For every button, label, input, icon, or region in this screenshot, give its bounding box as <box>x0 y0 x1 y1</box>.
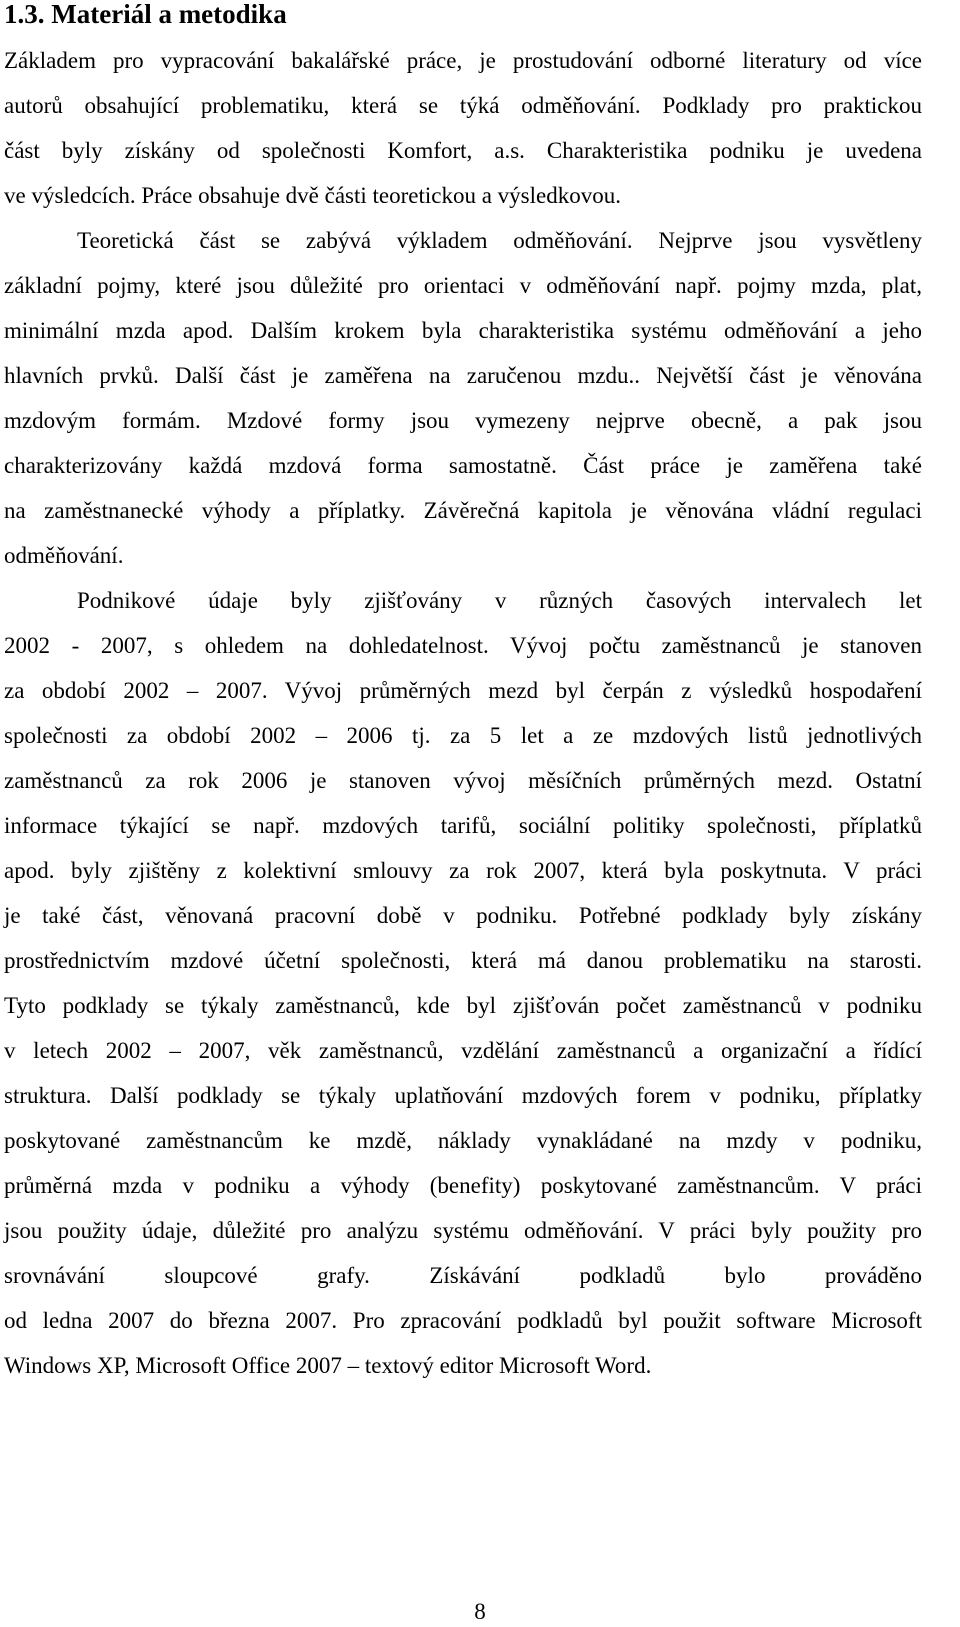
paragraph-line: Podnikové údaje byly zjišťovány v různých časových intervalech let <box>77 588 922 613</box>
paragraph-line: v letech 2002 – 2007, věk zaměstnanců, vzdělání zaměstnanců a organizační a řídící <box>4 1038 922 1063</box>
paragraph-line: poskytované zaměstnancům ke mzdě, náklady vynakládané na mzdy v podniku, <box>4 1128 922 1153</box>
paragraph-line: 2002 - 2007, s ohledem na dohledatelnost. Vývoj počtu zaměstnanců je stanoven <box>4 633 922 658</box>
paragraph-line: apod. byly zjištěny z kolektivní smlouvy za rok 2007, která byla poskytnuta. V práci <box>4 858 922 883</box>
paragraph-line: Teoretická část se zabývá výkladem odměňování. Nejprve jsou vysvětleny <box>77 228 922 253</box>
paragraph-line: Windows XP, Microsoft Office 2007 – textový editor Microsoft Word. <box>4 1353 652 1378</box>
paragraph-line: od ledna 2007 do března 2007. Pro zpracování podkladů byl použit software Microsoft <box>4 1308 922 1333</box>
paragraph-line: hlavních prvků. Další část je zaměřena na zaručenou mzdu.. Největší část je věnována <box>4 363 922 388</box>
paragraph-line: zaměstnanců za rok 2006 je stanoven vývoj měsíčních průměrných mezd. Ostatní <box>4 768 922 793</box>
paragraph-line: minimální mzda apod. Dalším krokem byla charakteristika systému odměňování a jeho <box>4 318 922 343</box>
paragraph-line: je také část, věnovaná pracovní době v podniku. Potřebné podklady byly získány <box>4 903 922 928</box>
paragraph-line: struktura. Další podklady se týkaly uplatňování mzdových forem v podniku, příplatky <box>4 1083 922 1108</box>
paragraph-line: společnosti za období 2002 – 2006 tj. za 5 let a ze mzdových listů jednotlivých <box>4 723 922 748</box>
paragraph-line: za období 2002 – 2007. Vývoj průměrných mezd byl čerpán z výsledků hospodaření <box>4 678 922 703</box>
page-number: 8 <box>474 1599 486 1624</box>
paragraph-line: Tyto podklady se týkaly zaměstnanců, kde byl zjišťován počet zaměstnanců v podniku <box>4 993 922 1018</box>
paragraph-line: informace týkající se např. mzdových tarifů, sociální politiky společnosti, příplatků <box>4 813 922 838</box>
paragraph-line: průměrná mzda v podniku a výhody (benefity) poskytované zaměstnancům. V práci <box>4 1173 922 1198</box>
paragraph-line: charakterizovány každá mzdová forma samostatně. Část práce je zaměřena také <box>4 453 922 478</box>
paragraph-line: autorů obsahující problematiku, která se týká odměňování. Podklady pro praktickou <box>4 93 922 118</box>
paragraph-line: srovnávání sloupcové grafy. Získávání podkladů bylo prováděno <box>4 1263 922 1288</box>
paragraph-line: ve výsledcích. Práce obsahuje dvě části teoretickou a výsledkovou. <box>4 183 621 208</box>
paragraph-line: mzdovým formám. Mzdové formy jsou vymezeny nejprve obecně, a pak jsou <box>4 408 922 433</box>
paragraph-line: Základem pro vypracování bakalářské práce, je prostudování odborné literatury od více <box>4 48 922 73</box>
paragraph-line: jsou použity údaje, důležité pro analýzu systému odměňování. V práci byly použity pro <box>4 1218 922 1243</box>
paragraph-line: základní pojmy, které jsou důležité pro orientaci v odměňování např. pojmy mzda, plat, <box>4 273 922 298</box>
paragraph-line: prostřednictvím mzdové účetní společnosti, která má danou problematiku na starosti. <box>4 948 922 973</box>
paragraph-line: část byly získány od společnosti Komfort, a.s. Charakteristika podniku je uvedena <box>4 138 922 163</box>
paragraph-line: odměňování. <box>4 543 124 568</box>
section-heading: 1.3. Materiál a metodika <box>4 0 287 29</box>
paragraph-line: na zaměstnanecké výhody a příplatky. Závěrečná kapitola je věnována vládní regulaci <box>4 498 922 523</box>
